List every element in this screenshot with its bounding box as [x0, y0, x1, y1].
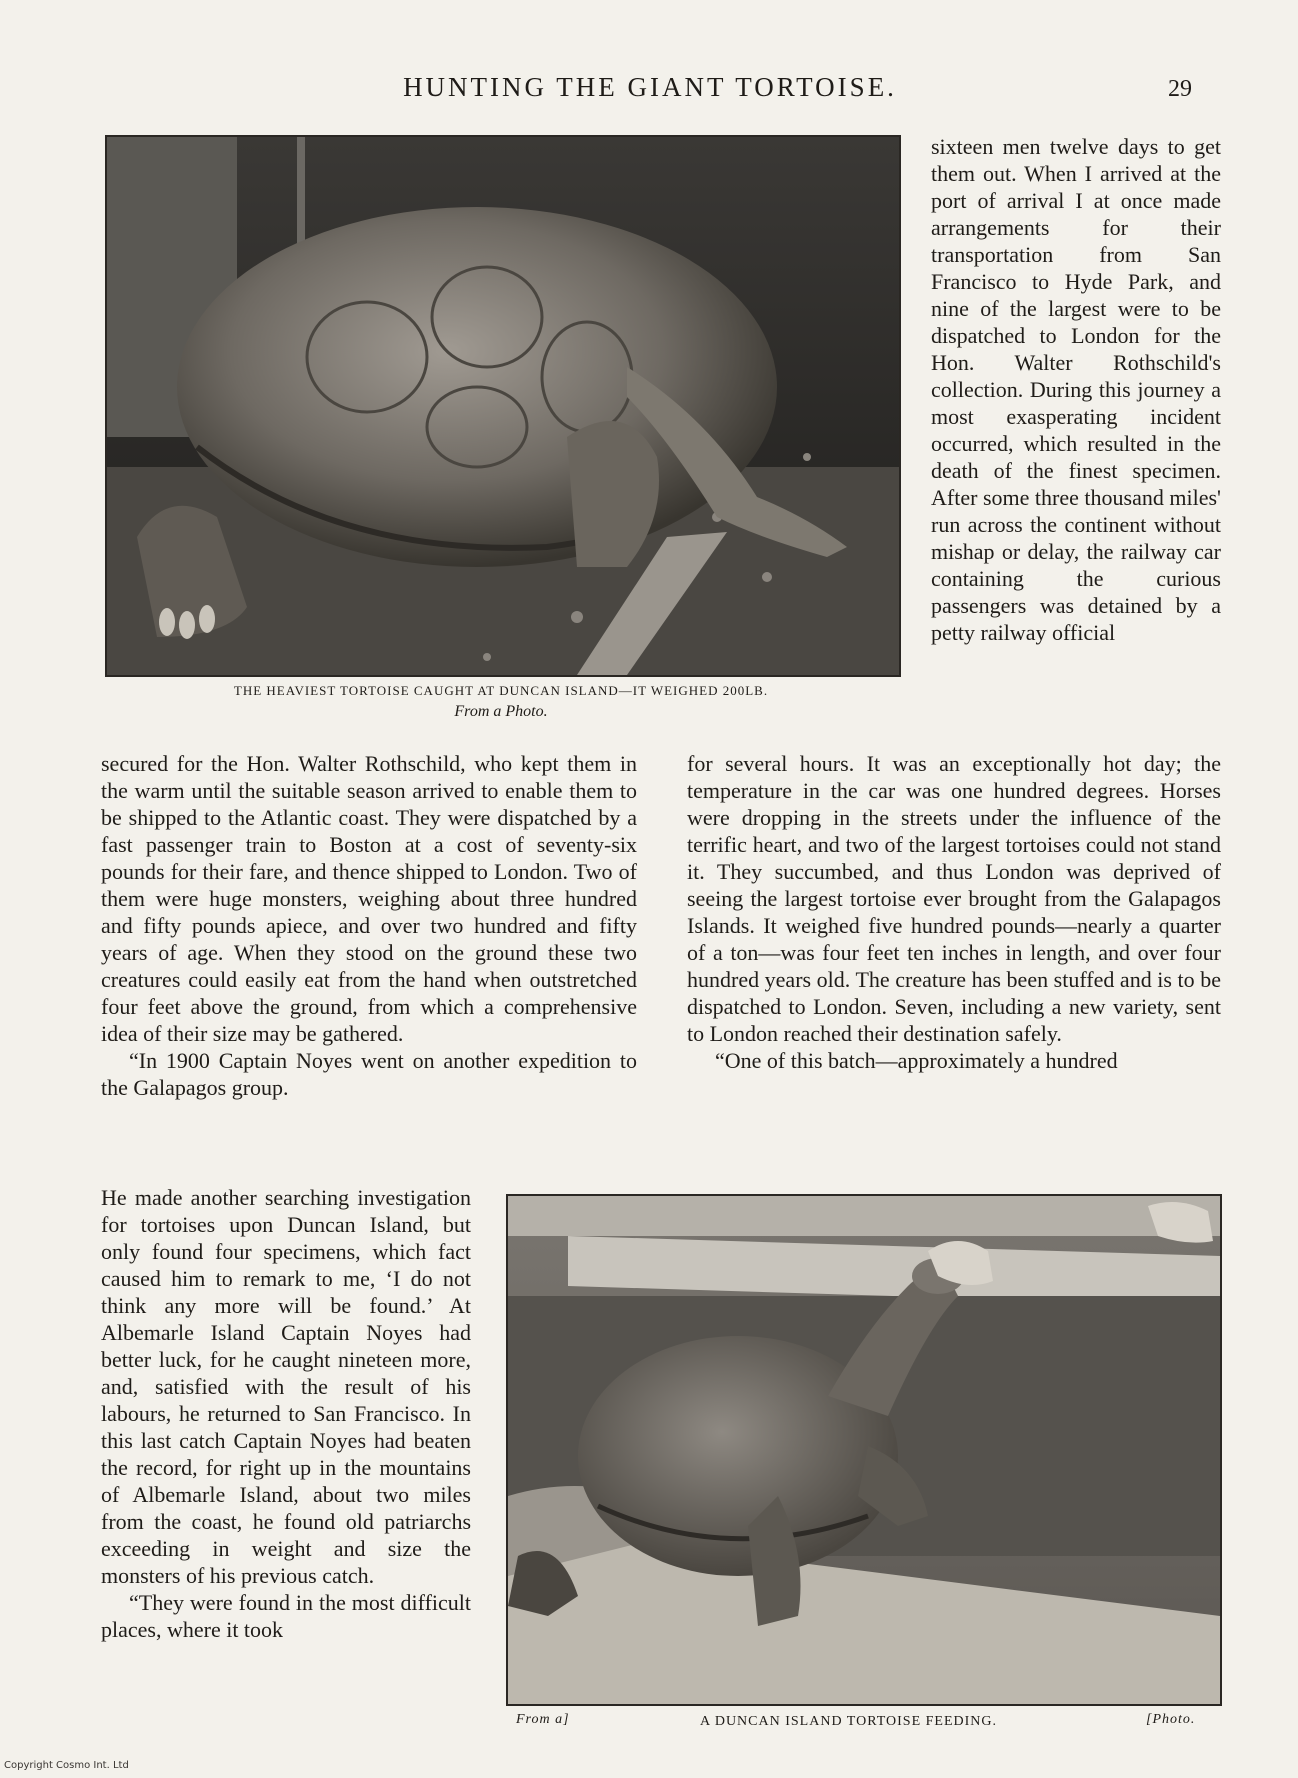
top-photo-caption [105, 683, 897, 721]
paragraph-batch: “One of this batch—approximately a hundred [715, 1048, 1118, 1073]
tortoise-photo-illustration [107, 137, 899, 675]
right-column-top [931, 133, 1221, 646]
bottom-photo-caption: A DUNCAN ISLAND TORTOISE FEEDING. [700, 1714, 998, 1729]
paragraph-hot-day: for several hours. It was an exceptionally hot day; the temperature in the car was one hundred degrees. Horses were dropping in the streets under the influence of the terrific heart, and two of the largest tortoises could not stand it. They succumbed, and thus London was deprived of seeing the largest tortoise ever brought from the Galapagos Islands. It weighed five hundred pounds—nearly a quarter of a ton—was four feet ten inches in length, and over four hundred years old. The creature has been stuffed and is to be dispatched to London. Seven, including a new variety, sent to London reached their destination safely. [687, 751, 1221, 1046]
paragraph-noyes-continued: He made another searching investigation for tortoises upon Duncan Island, but only found four specimens, which fact caused him to remark to me, ‘I do not think any more will be found.’ At Albemarle Island Captain Noyes had better luck, for he caught nineteen more, and, satisfied with the result of his labours, he returned to San Francisco. In this last catch Captain Noyes had beaten the record, for right up in the mountains of Albemarle Island, about two miles from the coast, he found old patriarchs exceeding in weight and size the monsters of his previous catch. [101, 1185, 471, 1588]
left-column [101, 750, 637, 1101]
paragraph-rothschild: secured for the Hon. Walter Rothschild, who kept them in the warm until the suitable season arrived to enable them to be shipped to the Atlantic coast. They were dispatched by a fast passenger train to Boston at a cost of seventy-six pounds for their fare, and thence shipped to London. Two of them were huge monsters, weighing about three hundred and fifty pounds apiece, and over two hundred and fifty years of age. When they stood on the ground these two creatures could easily eat from the hand when outstretched four feet above the ground, from which a comprehensive idea of their size may be gathered. [101, 751, 637, 1046]
photo-heaviest-tortoise [105, 135, 901, 677]
paragraph-noyes-start: “In 1900 Captain Noyes went on another expedition to the Galapagos group. [101, 1048, 637, 1100]
paragraph-right-top: sixteen men twelve days to get them out. When I arrived at the port of arrival I at once made arrangements for their transportation from San Francisco to Hyde Park, and nine of the largest were to be dispatched to London for the Hon. Walter Rothschild's collection. During this journey a most exasperating incident occurred, which resulted in the death of the finest specimen. After some three thousand miles' run across the continent without mishap or delay, the railway car containing the curious passengers was detained by a petty railway official [931, 134, 1221, 645]
page-number: 29 [1168, 76, 1192, 102]
bottom-photo-credit-right: [Photo. [1146, 1712, 1196, 1727]
copyright-notice: Copyright Cosmo Int. Ltd [4, 1760, 129, 1771]
paragraph-difficult-places: “They were found in the most difficult places, where it took [101, 1590, 471, 1642]
feeding-photo-illustration [508, 1196, 1220, 1704]
top-photo-credit: From a Photo. [454, 703, 548, 720]
top-photo-caption-text: THE HEAVIEST TORTOISE CAUGHT AT DUNCAN ISLAND—IT WEIGHED 200LB. [233, 683, 769, 698]
narrow-left-column [101, 1184, 471, 1643]
bottom-photo-credit-left: From a] [516, 1712, 570, 1727]
photo-tortoise-feeding [506, 1194, 1222, 1706]
running-head-title: HUNTING THE GIANT TORTOISE. [403, 72, 897, 102]
right-column-middle [687, 750, 1221, 1074]
